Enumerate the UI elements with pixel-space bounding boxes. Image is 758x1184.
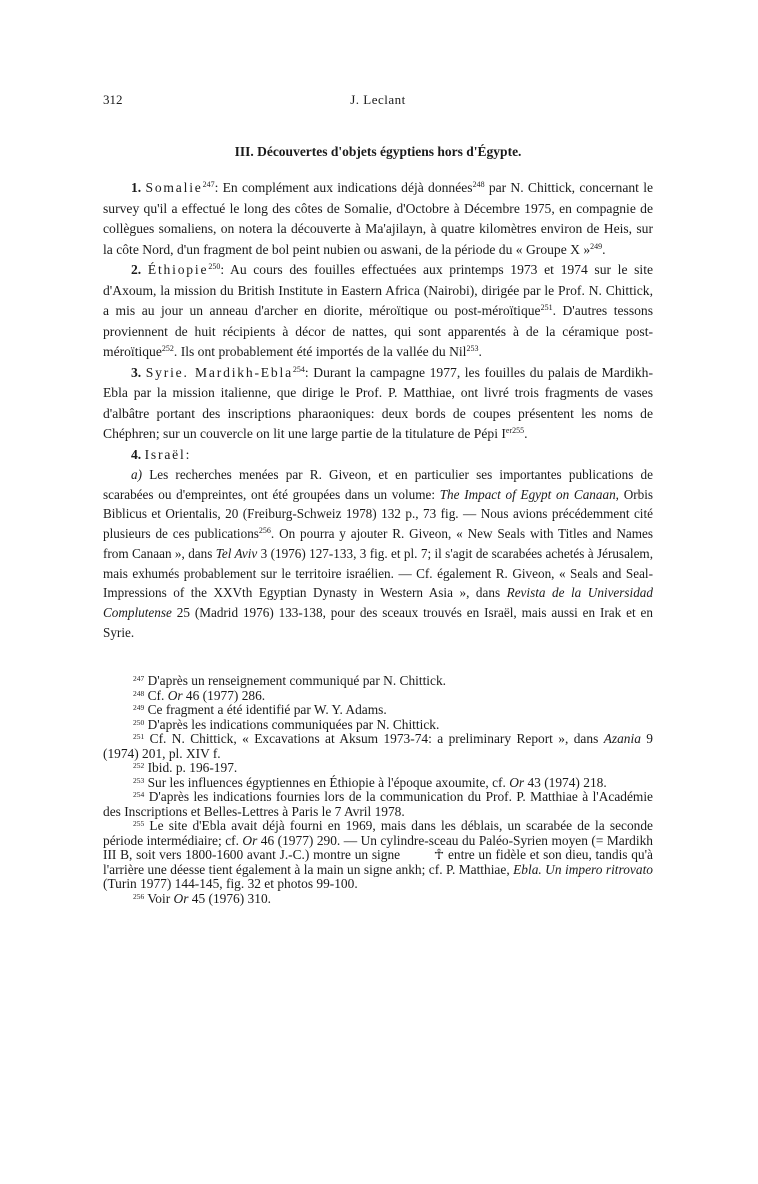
- paragraph-text: .: [602, 241, 606, 257]
- paragraph-text: :: [185, 446, 190, 462]
- footnote-ref: 256: [258, 526, 271, 536]
- item-letter: a): [131, 467, 142, 482]
- footnote-text: Cf. N. Chittick, « Excavations at Aksum 1973-74: a preliminary Report », dans: [144, 731, 604, 747]
- journal-abbrev: Or: [509, 774, 525, 790]
- footnote-ref: 255: [512, 426, 525, 435]
- paragraph-israel: [103, 445, 653, 466]
- journal-title: Tel Aviv: [215, 545, 258, 561]
- paragraph-number: 2.: [131, 262, 142, 277]
- running-head: J. Leclant: [350, 92, 406, 107]
- paragraph-text: , Orbis Biblicus et Orientalis, 20 (Freiburg-Schweiz 1978) 132 p., 73 fig. — Nous avions précédemment cité plusieurs de ces publications: [103, 486, 653, 542]
- body-text: [103, 178, 653, 642]
- footnote-number: 251: [133, 732, 145, 742]
- page: [103, 92, 653, 906]
- footnote-text: 43 (1974) 218.: [524, 774, 607, 790]
- journal-title: Azania: [603, 731, 641, 747]
- journal-abbrev: Or: [167, 687, 183, 703]
- footnote-255: $^{255}$ Le site d'Ebla avait déjà fourni en 1969, mais dans les déblais, un scarabée de la seconde période intermédiaire; cf. Or 46 (1977) 290. — Un cylindre-sceau du Paléo-Syrien moyen (= Mardikh III B, soit vers 1800-1600 avant J.-C.) montre un signe ☥ entre un fidèle et son dieu, tandis qu'à l'arrière une déesse tient également à la main un signe ankh; cf. P. Matthiae, Ebla. Un impero ritrovato (Turin 1977) 144-145, fig. 32 et photos 99-100.: [103, 818, 653, 892]
- footnote-251: [103, 732, 653, 761]
- paragraph-number: 4.: [131, 446, 142, 462]
- place-name: Éthiopie: [147, 262, 209, 277]
- footnotes: [103, 674, 653, 906]
- paragraph-text: . Ils ont probablement été importés de la vallée du Nil: [173, 344, 467, 359]
- footnote-254: [103, 790, 653, 819]
- footnote-text: Voir: [144, 890, 174, 906]
- section-title: III. Découvertes d'objets égyptiens hors d'Égypte.: [234, 144, 522, 159]
- footnote-text: D'après les indications fournies lors de la communication du Prof. P. Matthiae à l'Académie des Inscriptions et Belles-Lettres à Paris le 7 Avril 1978.: [103, 789, 653, 819]
- book-title: Ebla. Un impero ritrovato: [513, 861, 653, 877]
- paragraph-text: par N. Chittick, concernant le survey qu'il a effectué le long des côtes de Somalie, d'Octobre à Décembre 1975, en compagnie de collègues somaliens, on notera la découverte à Ma'ajilayn, à quatre kilomètres environ de Heis, sur la côte Nord, d'un fragment de bol peint nubien ou aswani, de la période du « Groupe X »: [103, 180, 653, 257]
- footnote-text: Ibid. p. 196-197.: [144, 760, 238, 776]
- footnote-number: 254: [133, 790, 145, 800]
- footnote-249: [103, 703, 653, 718]
- footnote-text: (Turin 1977) 144-145, fig. 32 et photos 99-100.: [103, 876, 358, 892]
- place-name: Somalie: [145, 180, 203, 195]
- footnote-number: 256: [133, 891, 145, 901]
- footnote-256: [103, 892, 653, 907]
- footnote-number: 253: [133, 775, 145, 785]
- footnote-text: Cf.: [144, 687, 168, 703]
- footnote-text: D'après un renseignement communiqué par N. Chittick.: [144, 673, 447, 689]
- footnote-number: 255: [133, 819, 145, 829]
- place-name: Israël: [144, 446, 186, 462]
- paragraph-number: 3.: [131, 364, 142, 380]
- paragraph-text: .: [524, 426, 528, 441]
- paragraph-text: 25 (Madrid 1976) 133-138, pour des sceaux trouvés en Israël, mais aussi en Irak et en Syrie.: [103, 604, 653, 640]
- paragraph-text: . D'autres tessons proviennent de huit récipients à décor de nattes, qui sont apparentés à de la céramique post-méroïtique: [103, 303, 653, 359]
- footnote-ref: 247: [202, 180, 215, 189]
- footnote-ref: 248: [472, 180, 485, 189]
- paragraph-syrie: [103, 363, 653, 445]
- paragraph-text: : Durant la campagne 1977, les fouilles du palais de Mardikh-Ebla par la mission italienne, que dirige le Prof. P. Matthiae, ont livré trois fragments de vases d'albâtre portant des inscriptions pharaoniques: deux bords de coupes présentent les noms de Chéphren; sur un couvercle on lit une large partie de la titulature de Pépi I: [103, 364, 653, 441]
- place-name: Syrie. Mardikh-Ebla: [145, 364, 293, 380]
- footnote-252: [103, 761, 653, 776]
- footnote-number: 252: [133, 761, 145, 771]
- footnote-ref: 251: [540, 303, 553, 312]
- footnote-text: 45 (1976) 310.: [188, 890, 271, 906]
- paragraph-text: : En complément aux indications déjà données: [214, 180, 473, 195]
- footnote-ref: 254: [292, 364, 305, 374]
- footnote-text: 9 (1974) 201, pl. XIV f.: [103, 731, 653, 761]
- journal-title: Revista de la Universidad Complutense: [103, 585, 653, 620]
- journal-abbrev: Or: [242, 832, 258, 848]
- journal-abbrev: Or: [173, 890, 189, 906]
- footnote-number: 249: [133, 703, 145, 713]
- paragraph-text: Les recherches menées par R. Giveon, et en particulier ses importantes publications de scarabées ou d'empreintes, ont été groupées dans un volume:: [103, 467, 653, 502]
- footnote-ref: 253: [466, 344, 479, 353]
- superscript-er: er: [505, 426, 513, 435]
- book-title: The Impact of Egypt on Canaan: [439, 486, 616, 502]
- footnote-248: [103, 689, 653, 704]
- paragraph-text: . On pourra y ajouter R. Giveon, « New Seals with Titles and Names from Canaan », dans: [103, 526, 653, 561]
- footnote-text: Ce fragment a été identifié par W. Y. Adams.: [144, 702, 387, 718]
- paragraph-ethiopie: [103, 260, 653, 363]
- paragraph-israel-a: [103, 465, 653, 642]
- footnote-253: [103, 776, 653, 791]
- footnote-ref: 250: [208, 262, 221, 271]
- footnote-text: 46 (1977) 286.: [182, 687, 266, 703]
- footnote-number: 248: [133, 688, 145, 698]
- footnote-number: 250: [133, 717, 145, 727]
- paragraph-somalie: [103, 178, 653, 260]
- footnote-number: 247: [133, 674, 145, 684]
- paragraph-text: : Au cours des fouilles effectuées aux printemps 1973 et 1974 sur le site d'Axoum, la mission du British Institute in Eastern Africa (Nairobi), dirigée par le Prof. N. Chittick, a mis au jour un anneau d'archer en diorite, méroïtique ou post-méroïtique: [103, 262, 654, 318]
- footnote-text: D'après les indications communiquées par N. Chittick.: [144, 716, 440, 732]
- footnote-text: Sur les influences égyptiennes en Éthiopie à l'époque axoumite, cf.: [144, 774, 510, 790]
- footnote-text: Le site d'Ebla avait déjà fourni en 1969, mais dans les déblais, un scarabée de la seconde période intermédiaire; cf.: [103, 818, 653, 848]
- footnote-250: [103, 718, 653, 733]
- page-number: 312: [103, 92, 123, 107]
- footnote-ref: 252: [161, 344, 174, 353]
- paragraph-number: 1.: [131, 180, 142, 195]
- footnote-247: [103, 674, 653, 689]
- footnote-text: entre un fidèle et son dieu, tandis qu'à l'arrière une déesse tient également à la main un signe ankh; cf. P. Matthiae,: [103, 847, 653, 877]
- paragraph-text: 3 (1976) 127-133, 3 fig. et pl. 7; il s'agit de scarabées achetés à Jérusalem, mais exhumés probablement sur le territoire israélien. — Cf. également R. Giveon, « Seals and Seal-Impressions of the XXVth Egyptian Dynasty in Western Asia », dans: [103, 545, 653, 601]
- footnote-ref: 249: [590, 241, 603, 251]
- footnote-text: 46 (1977) 290. — Un cylindre-sceau du Paléo-Syrien moyen (= Mardikh III B, soit vers 1800-1600 avant J.-C.) montre un signe: [103, 832, 653, 863]
- page-header: [103, 92, 653, 116]
- paragraph-text: .: [478, 344, 482, 359]
